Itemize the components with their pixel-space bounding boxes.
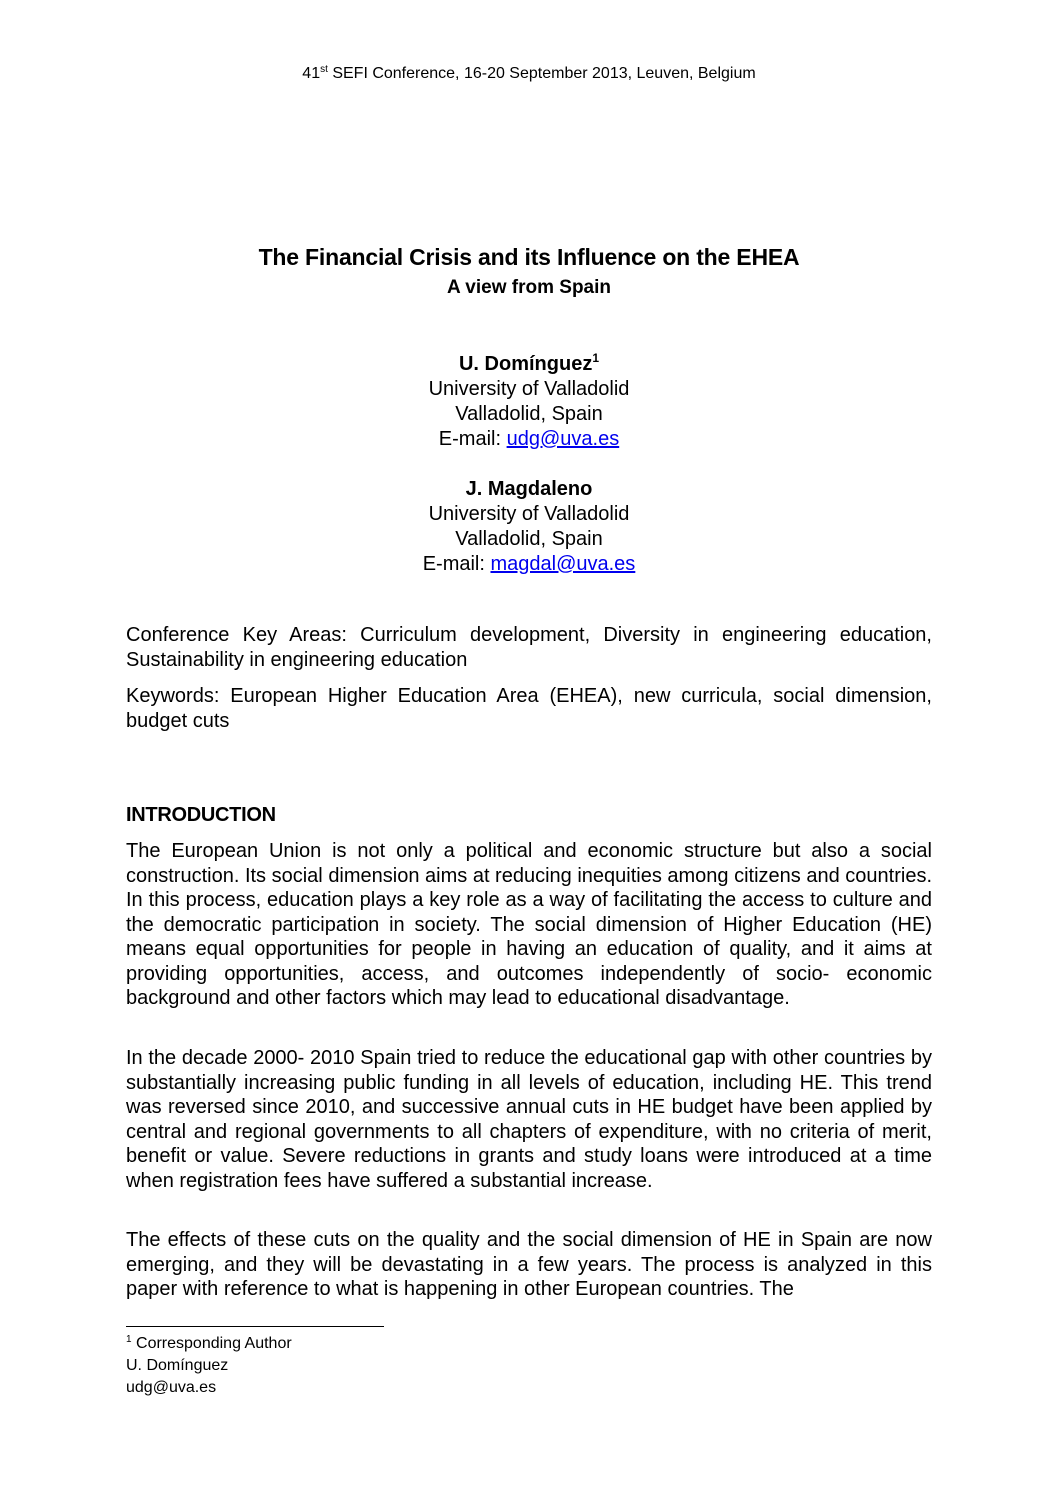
running-header	[0, 64, 1058, 84]
header-ordinal-suffix: st	[320, 64, 328, 75]
conference-key-areas: Conference Key Areas: Curriculum development, Diversity in engineering education, Sustainability in engineering education	[126, 624, 932, 671]
footnote-divider	[126, 1326, 384, 1327]
author-block-2	[0, 477, 1058, 577]
author-name	[0, 352, 1058, 377]
footnote-email: udg@uva.es	[126, 1379, 217, 1396]
footnote-mark: 1	[126, 1334, 132, 1345]
keywords: Keywords: European Higher Education Area (EHEA), new curricula, social dimension, budget cuts	[126, 685, 932, 732]
author-name: J. Magdaleno	[465, 478, 593, 500]
author-location: Valladolid, Spain	[455, 528, 603, 550]
author-footnote-mark[interactable]: 1	[592, 351, 600, 365]
author-email-line	[0, 427, 1058, 452]
header-text: SEFI Conference, 16-20 September 2013, Leuven, Belgium	[327, 65, 756, 82]
footnote-name: U. Domínguez	[126, 1357, 229, 1374]
footnote-text: Corresponding Author	[131, 1335, 292, 1352]
email-label: E-mail:	[422, 553, 491, 575]
author-email-link[interactable]: udg@uva.es	[506, 428, 620, 450]
body-paragraph: The effects of these cuts on the quality and the social dimension of HE in Spain are now emerging, and they will be devastating in a few years. The process is analyzed in this paper with reference to what is happening in other European countries. The	[126, 1229, 932, 1300]
body-paragraph: The European Union is not only a political and economic structure but also a social construction. Its social dimension aims at reducing inequities among citizens and countries. In this process, education plays a key role as a way of facilitating the access to culture and the democratic participation in society. The social dimension of Higher Education (HE) means equal opportunities for people in having an education of quality, and it aims at providing opportunities, access, and outcomes independently of socio- economic background and other factors which may lead to educational disadvantage.	[126, 840, 932, 1009]
title-block	[0, 243, 1058, 301]
author-name-text: U. Domínguez	[458, 353, 593, 375]
body-paragraph: In the decade 2000- 2010 Spain tried to reduce the educational gap with other countries by substantially increasing public funding in all levels of education, including HE. This trend was reversed since 2010, and successive annual cuts in HE budget have been applied by central and regional governments to all chapters of expenditure, with no criteria of merit, benefit or value. Severe reductions in grants and study loans were introduced at a time when registration fees have suffered a substantial increase.	[126, 1047, 932, 1192]
paper-subtitle: A view from Spain	[447, 277, 611, 298]
author-email-link[interactable]: magdal@uva.es	[490, 553, 636, 575]
author-email-line	[0, 552, 1058, 577]
author-block-1	[0, 352, 1058, 452]
author-affiliation: University of Valladolid	[428, 378, 630, 400]
author-affiliation: University of Valladolid	[428, 503, 630, 525]
author-location: Valladolid, Spain	[455, 403, 603, 425]
footnote-line	[126, 1333, 526, 1355]
paper-title: The Financial Crisis and its Influence on the EHEA	[258, 244, 800, 270]
email-label: E-mail:	[438, 428, 507, 450]
section-heading-introduction: INTRODUCTION	[126, 804, 276, 826]
header-number: 41	[302, 65, 321, 82]
footnote	[126, 1333, 526, 1399]
